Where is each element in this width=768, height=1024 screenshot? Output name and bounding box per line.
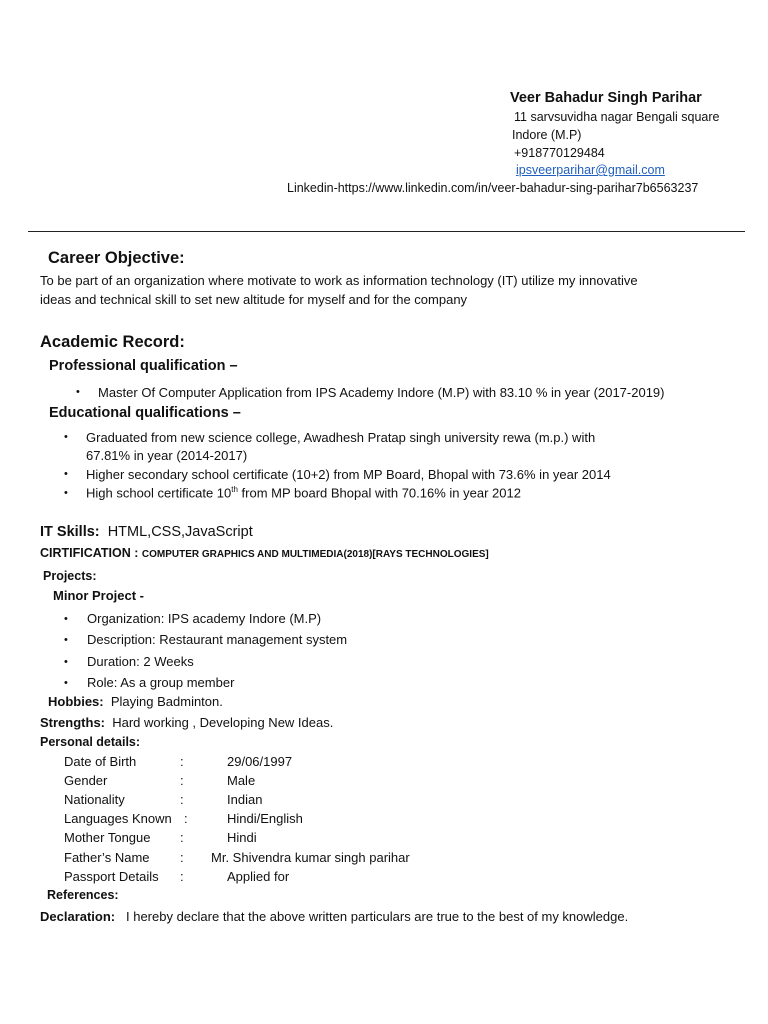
- bullet-icon: •: [64, 487, 68, 499]
- career-objective-heading: Career Objective:: [48, 249, 185, 267]
- personal-value-dob: 29/06/1997: [227, 754, 293, 769]
- strengths-row: [40, 715, 333, 730]
- personal-value-mother-tongue: Hindi: [227, 830, 257, 845]
- career-objective-line-1: To be part of an organization where motivate to work as information technology (IT) utilize my innovative: [40, 273, 638, 288]
- it-skills-row: [40, 524, 253, 540]
- personal-key-nationality: Nationality: [64, 792, 125, 807]
- bullet-icon: •: [64, 677, 68, 689]
- certification-row: [40, 546, 489, 560]
- high-school-text-post: from MP board Bhopal with 70.16% in year 2012: [237, 485, 521, 501]
- personal-colon: :: [180, 869, 184, 884]
- personal-key-languages: Languages Known: [64, 811, 172, 826]
- professional-qualification-heading: Professional qualification –: [49, 358, 238, 374]
- hobbies-row: [48, 694, 223, 709]
- bullet-icon: •: [64, 431, 68, 443]
- career-objective-line-2: ideas and technical skill to set new altitude for myself and for the company: [40, 292, 468, 307]
- education-item-graduation: Graduated from new science college, Awadhesh Pratap singh university rewa (m.p.) with: [86, 430, 596, 445]
- bullet-icon: •: [64, 468, 68, 480]
- high-school-text-pre: High school certificate 10: [86, 485, 232, 501]
- address-line-1: 11 sarvsuvidha nagar Bengali square: [514, 110, 720, 124]
- declaration-row: [40, 909, 628, 924]
- references-label: References:: [47, 888, 119, 902]
- personal-colon: :: [180, 850, 184, 865]
- project-item-duration: Duration: 2 Weeks: [87, 654, 194, 669]
- personal-key-mother-tongue: Mother Tongue: [64, 830, 151, 845]
- it-skills-label: IT Skills:: [40, 524, 100, 540]
- strengths-label: Strengths:: [40, 715, 105, 730]
- minor-project-label: Minor Project -: [53, 588, 145, 603]
- education-item-graduation-cont: 67.81% in year (2014-2017): [86, 448, 248, 463]
- personal-key-father-name: Father’s Name: [64, 850, 150, 865]
- declaration-label: Declaration:: [40, 909, 116, 924]
- bullet-icon: •: [64, 634, 68, 646]
- personal-colon: :: [180, 792, 184, 807]
- professional-qualification-item: Master Of Computer Application from IPS Academy Indore (M.P) with 83.10 % in year (2017-2019): [98, 385, 665, 400]
- personal-details-label: Personal details:: [40, 735, 141, 749]
- project-item-role: Role: As a group member: [87, 675, 235, 690]
- projects-label: Projects:: [43, 569, 97, 583]
- personal-value-languages: Hindi/English: [227, 811, 303, 826]
- personal-colon: :: [180, 754, 184, 769]
- project-item-description: Description: Restaurant management system: [87, 632, 348, 647]
- personal-key-gender: Gender: [64, 773, 108, 788]
- candidate-name: Veer Bahadur Singh Parihar: [510, 90, 702, 106]
- hobbies-value: Playing Badminton.: [110, 694, 223, 709]
- superscript-th: th: [231, 485, 238, 494]
- hobbies-label: Hobbies:: [48, 694, 104, 709]
- education-item-higher-secondary: Higher secondary school certificate (10+2) from MP Board, Bhopal with 73.6% in year 2014: [86, 467, 611, 482]
- phone-number: +918770129484: [514, 146, 605, 160]
- strengths-value: Hard working , Developing New Ideas.: [112, 715, 334, 730]
- education-item-high-school: [86, 485, 521, 500]
- linkedin-url[interactable]: Linkedin-https://www.linkedin.com/in/veer-bahadur-sing-parihar7b6563237: [287, 181, 699, 195]
- header-divider: [28, 231, 745, 232]
- personal-key-dob: Date of Birth: [64, 754, 137, 769]
- personal-colon: :: [180, 830, 184, 845]
- email-link[interactable]: ipsveerparihar@gmail.com: [516, 163, 665, 177]
- academic-record-heading: Academic Record:: [40, 333, 185, 351]
- personal-value-gender: Male: [227, 773, 256, 788]
- declaration-text: I hereby declare that the above written particulars are true to the best of my knowledge.: [125, 909, 629, 924]
- personal-colon: :: [184, 811, 188, 826]
- it-skills-value: HTML,CSS,JavaScript: [107, 524, 253, 540]
- personal-colon: :: [180, 773, 184, 788]
- personal-value-passport: Applied for: [227, 869, 290, 884]
- bullet-icon: •: [64, 613, 68, 625]
- personal-value-nationality: Indian: [227, 792, 263, 807]
- certification-value: COMPUTER GRAPHICS AND MULTIMEDIA(2018)[RAYS TECHNOLOGIES]: [141, 549, 489, 560]
- project-item-organization: Organization: IPS academy Indore (M.P): [87, 611, 322, 626]
- bullet-icon: •: [64, 656, 68, 668]
- personal-key-passport: Passport Details: [64, 869, 159, 884]
- bullet-icon: •: [76, 386, 80, 398]
- certification-label: CIRTIFICATION :: [40, 546, 139, 560]
- address-line-2: Indore (M.P): [512, 128, 582, 142]
- personal-value-father-name: Mr. Shivendra kumar singh parihar: [211, 850, 410, 865]
- educational-qualification-heading: Educational qualifications –: [49, 405, 241, 421]
